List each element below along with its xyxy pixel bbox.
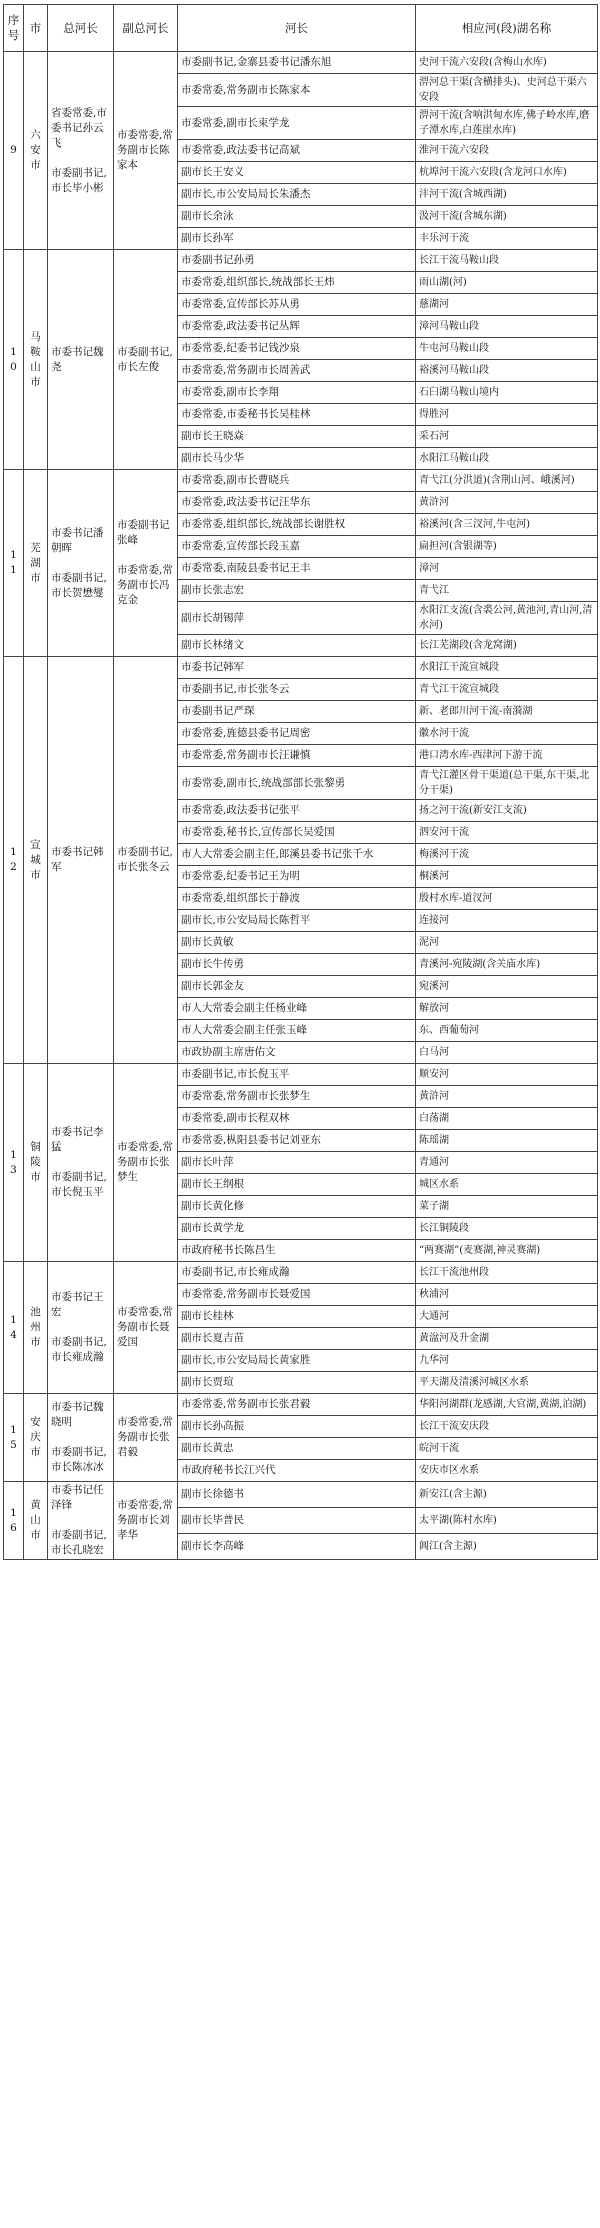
- river-name-cell: 太平湖(陈村水库): [416, 1508, 598, 1534]
- river-chief-cell: 市人大常委会副主任张玉峰: [178, 1020, 416, 1042]
- river-chief-cell: 市人大常委会副主任杨业峰: [178, 998, 416, 1020]
- river-chief-cell: 副市长余泳: [178, 206, 416, 228]
- river-name-cell: 新、老郎川河干流-南漪湖: [416, 701, 598, 723]
- river-name-cell: 白荡湖: [416, 1108, 598, 1130]
- header-city: 市: [24, 5, 48, 52]
- chief-cell: 市委书记韩军: [48, 657, 114, 1064]
- river-chief-cell: 市委副书记,市长张冬云: [178, 679, 416, 701]
- table-row: [4, 1064, 598, 1086]
- river-name-cell: 淠河干流(含响洪甸水库,佛子岭水库,磨子潭水库,白莲崖水库): [416, 107, 598, 140]
- river-chief-cell: 市政府秘书长江兴代: [178, 1460, 416, 1482]
- river-chief-cell: 副市长贾瑄: [178, 1372, 416, 1394]
- river-chief-cell: 副市长,市公安局局长黄家胜: [178, 1350, 416, 1372]
- river-name-cell: 青通河: [416, 1152, 598, 1174]
- river-chief-cell: 副市长胡锡萍: [178, 602, 416, 635]
- chief-cell: 市委书记李猛 市委副书记,市长倪玉平: [48, 1064, 114, 1262]
- river-name-cell: 九华河: [416, 1350, 598, 1372]
- river-name-cell: 泗安河干流: [416, 822, 598, 844]
- river-name-cell: 平天湖及清溪河城区水系: [416, 1372, 598, 1394]
- deputy-chief-cell: 市委常委,常务副市长陈家本: [114, 52, 178, 250]
- river-name-cell: 徽水河干流: [416, 723, 598, 745]
- river-name-cell: 长江干流马鞍山段: [416, 250, 598, 272]
- index-cell: 15: [4, 1394, 24, 1482]
- river-name-cell: 采石河: [416, 426, 598, 448]
- city-cell: 黄山市: [24, 1482, 48, 1560]
- river-name-cell: 长江芜湖段(含龙窝湖): [416, 635, 598, 657]
- river-chief-cell: 市委副书记,市长雍成瀚: [178, 1262, 416, 1284]
- table-row: [4, 1482, 598, 1508]
- river-name-cell: 黄湓河及升金湖: [416, 1328, 598, 1350]
- river-name-cell: 淮河干流六安段: [416, 140, 598, 162]
- river-name-cell: 城区水系: [416, 1174, 598, 1196]
- river-name-cell: 扬之河干流(新安江支流): [416, 800, 598, 822]
- river-name-cell: 慈湖河: [416, 294, 598, 316]
- river-name-cell: 长江干流安庆段: [416, 1416, 598, 1438]
- river-name-cell: 陈瑶湖: [416, 1130, 598, 1152]
- river-chief-cell: 市委常委,政法委书记高斌: [178, 140, 416, 162]
- river-chief-cell: 市委常委,纪委书记钱沙泉: [178, 338, 416, 360]
- table-row: [4, 470, 598, 492]
- river-chief-cell: 市人大常委会副主任,郎溪县委书记张千水: [178, 844, 416, 866]
- deputy-chief-cell: 市委副书记,市长左俊: [114, 250, 178, 470]
- river-chief-cell: 市政协副主席唐佑文: [178, 1042, 416, 1064]
- river-chief-cell: 市委常委,常务副市长张君毅: [178, 1394, 416, 1416]
- table-row: [4, 1262, 598, 1284]
- river-chief-cell: 副市长李高峰: [178, 1534, 416, 1560]
- river-chief-cell: 副市长夏吉苗: [178, 1328, 416, 1350]
- river-chief-cell: 市委常委,秘书长,宣传部长吴爱国: [178, 822, 416, 844]
- river-chief-cell: 市委常委,政法委书记张平: [178, 800, 416, 822]
- river-name-cell: 阊江(含主源): [416, 1534, 598, 1560]
- river-name-cell: 东、西葡萄河: [416, 1020, 598, 1042]
- river-chief-cell: 副市长林绪文: [178, 635, 416, 657]
- deputy-chief-cell: 市委常委,常务副市长张梦生: [114, 1064, 178, 1262]
- river-chief-cell: 市委常委,副市长程双林: [178, 1108, 416, 1130]
- index-cell: 9: [4, 52, 24, 250]
- index-cell: 16: [4, 1482, 24, 1560]
- river-chief-cell: 市委副书记,金寨县委书记潘东旭: [178, 52, 416, 74]
- river-chief-cell: 副市长黄化修: [178, 1196, 416, 1218]
- river-name-cell: 扁担河(含银湖等): [416, 536, 598, 558]
- river-name-cell: 石臼湖马鞍山境内: [416, 382, 598, 404]
- river-name-cell: 漳河: [416, 558, 598, 580]
- river-chief-cell: 副市长王安义: [178, 162, 416, 184]
- river-name-cell: 连接河: [416, 910, 598, 932]
- river-chief-cell: 市委常委,常务副市长张梦生: [178, 1086, 416, 1108]
- river-chief-cell: 市委常委,旌德县委书记周密: [178, 723, 416, 745]
- river-chief-cell: 市委副书记孙勇: [178, 250, 416, 272]
- table-row: [4, 1394, 598, 1416]
- river-chief-cell: 副市长徐德书: [178, 1482, 416, 1508]
- river-name-cell: 水阳江干流宣城段: [416, 657, 598, 679]
- table-row: [4, 657, 598, 679]
- index-cell: 11: [4, 470, 24, 657]
- river-name-cell: 顺安河: [416, 1064, 598, 1086]
- river-name-cell: 皖河干流: [416, 1438, 598, 1460]
- header-chief: 总河长: [48, 5, 114, 52]
- river-chief-cell: 副市长王晓焱: [178, 426, 416, 448]
- river-name-cell: 裕溪河马鞍山段: [416, 360, 598, 382]
- river-name-cell: 得胜河: [416, 404, 598, 426]
- river-chief-cell: 副市长黄学龙: [178, 1218, 416, 1240]
- river-chief-cell: 市委常委,组织部长,统战部长王炜: [178, 272, 416, 294]
- river-chief-cell: 市委副书记严琛: [178, 701, 416, 723]
- river-name-cell: 丰乐河干流: [416, 228, 598, 250]
- river-chief-cell: 副市长桂林: [178, 1306, 416, 1328]
- river-name-cell: 汲河干流(含城东湖): [416, 206, 598, 228]
- river-name-cell: 梅溪河干流: [416, 844, 598, 866]
- river-name-cell: 港口湾水库-西津河下游干流: [416, 745, 598, 767]
- river-name-cell: 长江干流池州段: [416, 1262, 598, 1284]
- river-name-cell: 黄浒河: [416, 1086, 598, 1108]
- deputy-chief-cell: 市委常委,常务副市长聂爱国: [114, 1262, 178, 1394]
- index-cell: 14: [4, 1262, 24, 1394]
- river-chief-cell: 副市长,市公安局局长朱潘杰: [178, 184, 416, 206]
- river-name-cell: 桐溪河: [416, 866, 598, 888]
- river-chief-cell: 市委常委,南陵县委书记王丰: [178, 558, 416, 580]
- river-chief-cell: 副市长牛传勇: [178, 954, 416, 976]
- river-name-cell: 新安江(含主源): [416, 1482, 598, 1508]
- river-chief-cell: 副市长黄忠: [178, 1438, 416, 1460]
- river-name-cell: “两赛湖”(麦赛湖,神灵赛湖): [416, 1240, 598, 1262]
- river-name-cell: 青弋江(分洪道)(含荆山河、峨溪河): [416, 470, 598, 492]
- city-cell: 宣城市: [24, 657, 48, 1064]
- river-chief-cell: 市委书记韩军: [178, 657, 416, 679]
- river-name-cell: 殷村水库-道汊河: [416, 888, 598, 910]
- index-cell: 13: [4, 1064, 24, 1262]
- chief-cell: 市委书记魏尧: [48, 250, 114, 470]
- deputy-chief-cell: 市委副书记张峰 市委常委,常务副市长冯克金: [114, 470, 178, 657]
- river-chief-cell: 市委常委,副市长,统战部部长张黎勇: [178, 767, 416, 800]
- river-chief-cell: 副市长毕普民: [178, 1508, 416, 1534]
- table-body: [4, 52, 598, 1560]
- chief-cell: 省委常委,市委书记孙云飞 市委副书记,市长毕小彬: [48, 52, 114, 250]
- river-name-cell: 沣河干流(含城西湖): [416, 184, 598, 206]
- river-chief-cell: 副市长孙高振: [178, 1416, 416, 1438]
- deputy-chief-cell: 市委常委,常务副市长刘孝华: [114, 1482, 178, 1560]
- river-name-cell: 青弋江: [416, 580, 598, 602]
- river-name-cell: 安庆市区水系: [416, 1460, 598, 1482]
- river-chief-table: [3, 4, 598, 1560]
- river-name-cell: 漳河马鞍山段: [416, 316, 598, 338]
- river-chief-cell: 市委常委,常务副市长周善武: [178, 360, 416, 382]
- river-chief-cell: 副市长叶萍: [178, 1152, 416, 1174]
- river-name-cell: 秋浦河: [416, 1284, 598, 1306]
- river-chief-cell: 市委常委,组织部长于静波: [178, 888, 416, 910]
- river-chief-cell: 市委常委,常务副市长汪谦慎: [178, 745, 416, 767]
- header-river-name: 相应河(段)湖名称: [416, 5, 598, 52]
- city-cell: 铜陵市: [24, 1064, 48, 1262]
- table-row: [4, 250, 598, 272]
- city-cell: 池州市: [24, 1262, 48, 1394]
- chief-cell: 市委书记王宏 市委副书记,市长雍成瀚: [48, 1262, 114, 1394]
- river-chief-cell: 市委常委,纪委书记王为明: [178, 866, 416, 888]
- deputy-chief-cell: 市委副书记,市长张冬云: [114, 657, 178, 1064]
- river-chief-cell: 副市长孙军: [178, 228, 416, 250]
- river-chief-cell: 市委常委,副市长曹晓兵: [178, 470, 416, 492]
- river-name-cell: 华阳河湖群(龙感湖,大官湖,黄湖,泊湖): [416, 1394, 598, 1416]
- index-cell: 10: [4, 250, 24, 470]
- river-name-cell: 宛溪河: [416, 976, 598, 998]
- city-cell: 安庆市: [24, 1394, 48, 1482]
- index-cell: 12: [4, 657, 24, 1064]
- river-name-cell: 黄浒河: [416, 492, 598, 514]
- river-chief-cell: 市委副书记,市长倪玉平: [178, 1064, 416, 1086]
- river-name-cell: 雨山湖(河): [416, 272, 598, 294]
- river-chief-cell: 副市长,市公安局局长陈哲平: [178, 910, 416, 932]
- header-index: 序号: [4, 5, 24, 52]
- river-name-cell: 牛屯河马鞍山段: [416, 338, 598, 360]
- river-name-cell: 杭埠河干流六安段(含龙河口水库): [416, 162, 598, 184]
- river-chief-cell: 市政府秘书长陈昌生: [178, 1240, 416, 1262]
- river-chief-cell: 市委常委,常务副市长陈家本: [178, 74, 416, 107]
- river-chief-cell: 市委常委,市委秘书长吴桂林: [178, 404, 416, 426]
- header-deputy-chief: 副总河长: [114, 5, 178, 52]
- river-chief-cell: 副市长马少华: [178, 448, 416, 470]
- river-name-cell: 青弋江灌区骨干渠道(总干渠,东干渠,北分干渠): [416, 767, 598, 800]
- river-chief-cell: 市委常委,宣传部长苏从勇: [178, 294, 416, 316]
- river-name-cell: 菜子湖: [416, 1196, 598, 1218]
- river-chief-cell: 副市长张志宏: [178, 580, 416, 602]
- deputy-chief-cell: 市委常委,常务副市长张君毅: [114, 1394, 178, 1482]
- river-name-cell: 长江铜陵段: [416, 1218, 598, 1240]
- river-name-cell: 大通河: [416, 1306, 598, 1328]
- river-chief-cell: 市委常委,宣传部长段玉嘉: [178, 536, 416, 558]
- city-cell: 马鞍山市: [24, 250, 48, 470]
- river-chief-cell: 市委常委,常务副市长聂爱国: [178, 1284, 416, 1306]
- river-chief-cell: 市委常委,副市长束学龙: [178, 107, 416, 140]
- river-chief-cell: 副市长黄敏: [178, 932, 416, 954]
- chief-cell: 市委书记任泽锋 市委副书记,市长孔晓宏: [48, 1482, 114, 1560]
- header-river-chief: 河长: [178, 5, 416, 52]
- city-cell: 芜湖市: [24, 470, 48, 657]
- table-row: [4, 52, 598, 74]
- river-name-cell: 淠河总干渠(含横排头)、史河总干渠六安段: [416, 74, 598, 107]
- river-name-cell: 青弋江干流宣城段: [416, 679, 598, 701]
- river-chief-cell: 市委常委,政法委书记汪华东: [178, 492, 416, 514]
- river-chief-cell: 市委常委,组织部长,统战部长谢胜权: [178, 514, 416, 536]
- river-name-cell: 史河干流六安段(含梅山水库): [416, 52, 598, 74]
- river-name-cell: 泥河: [416, 932, 598, 954]
- river-chief-cell: 市委常委,副市长李翔: [178, 382, 416, 404]
- city-cell: 六安市: [24, 52, 48, 250]
- river-name-cell: 青溪河-宛陵湖(含关庙水库): [416, 954, 598, 976]
- chief-cell: 市委书记魏晓明 市委副书记,市长陈冰冰: [48, 1394, 114, 1482]
- river-name-cell: 白马河: [416, 1042, 598, 1064]
- header-row: [4, 5, 598, 52]
- river-name-cell: 水阳江马鞍山段: [416, 448, 598, 470]
- river-chief-cell: 市委常委,政法委书记丛辉: [178, 316, 416, 338]
- river-name-cell: 裕溪河(含三汊河,牛屯河): [416, 514, 598, 536]
- river-chief-cell: 副市长郭金友: [178, 976, 416, 998]
- chief-cell: 市委书记潘朝晖 市委副书记,市长贺懋燮: [48, 470, 114, 657]
- river-chief-cell: 市委常委,枞阳县委书记刘亚东: [178, 1130, 416, 1152]
- river-name-cell: 解放河: [416, 998, 598, 1020]
- river-chief-cell: 副市长王纲根: [178, 1174, 416, 1196]
- river-name-cell: 水阳江支流(含裘公河,黄池河,青山河,清水河): [416, 602, 598, 635]
